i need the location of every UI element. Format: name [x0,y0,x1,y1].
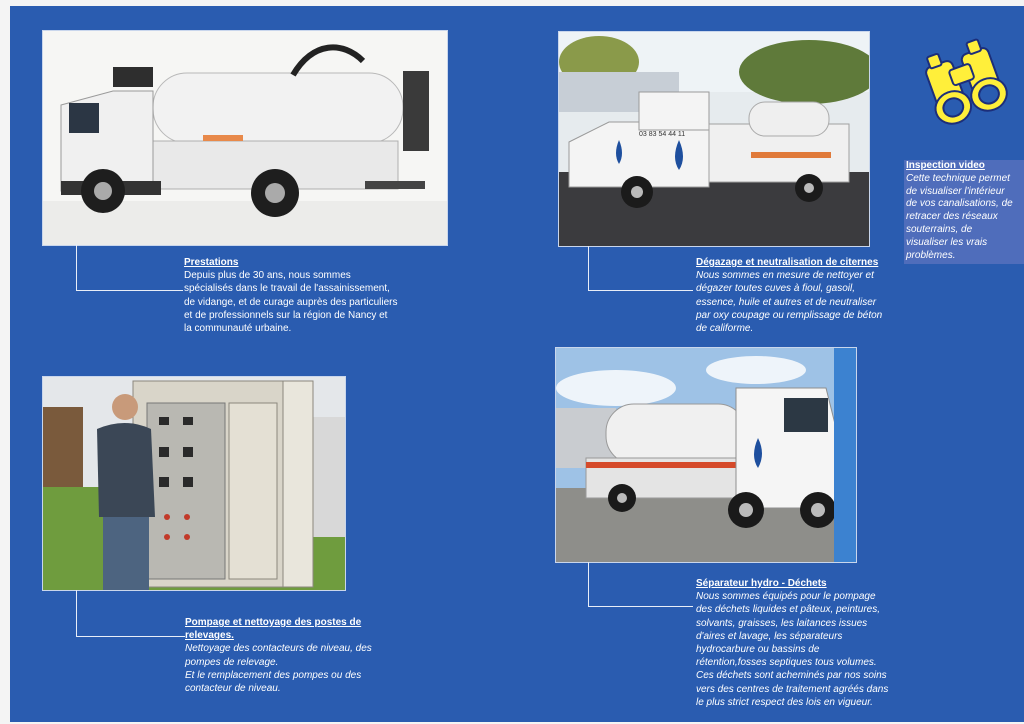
prestations-text: Depuis plus de 30 ans, nous sommes spécialisés dans le travail de l'assainissement, de vidange, et de curage auprès des particuliers et de professionnels sur la région de Nancy et la communauté urbaine. [184,270,398,335]
pompage-text: Nettoyage des contacteurs de niveau, des pompes de relevage. Et le remplacement des pompes ou des contacteur de niveau. [185,643,372,695]
separateur-title: Séparateur hydro - Déchets [696,578,827,589]
vacuum-truck-photo [42,30,448,246]
inspection-title: Inspection video [906,160,985,171]
degassing-truck-photo [558,31,870,247]
prestations-block [184,256,444,335]
pompage-title: Pompage et nettoyage des postes de relevages. [185,617,362,642]
binoculars-icon [910,36,1020,132]
truck-phone-number: 03 83 54 44 11 [639,131,686,138]
degazage-text: Nous sommes en mesure de nettoyer et dégazer toutes cuves à fioul, gasoil, essence, huile et autres et de neutraliser par oxy coupage ou remplissage de béton de califorme. [696,270,883,335]
separateur-block [696,577,936,709]
inspection-block [904,160,1024,264]
degazage-leader [588,246,693,291]
separator-truck-photo [555,347,857,563]
pompage-block [185,616,425,695]
pompage-leader [76,590,185,637]
prestations-leader [76,244,183,291]
lift-station-photo [42,376,346,591]
separateur-text: Nous sommes équipés pour le pompage des déchets liquides et pâteux, peintures, solvants, graisses, les laitances issues d'aires et lavage, les séparateurs hydrocarbure ou bassins de rétention,fosses septiques tous volumes. Ces déchets sont acheminés par nos soins vers des centres de traitement agréés dans le plus strict respect des lois en vigueur. [696,591,889,708]
degazage-block [696,256,926,335]
brochure-page [10,6,1024,722]
prestations-title: Prestations [184,257,239,268]
separateur-leader [588,562,693,607]
degazage-title: Dégazage et neutralisation de citernes [696,257,879,268]
inspection-text: Cette technique permet de visualiser l'intérieur de vos canalisations, de retracer des réseaux souterrains, de visualiser les vrais problèmes. [906,172,1013,261]
